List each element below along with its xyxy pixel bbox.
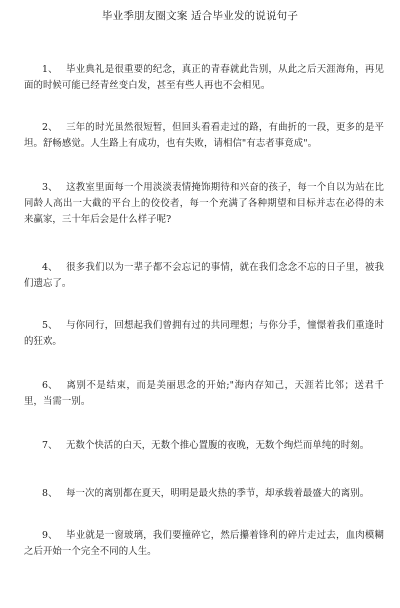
paragraph-text: 每一次的离别都在夏天，明明是最火热的季节，却承载着最盛大的离别。 — [66, 488, 370, 499]
paragraph-1 — [24, 62, 384, 94]
paragraph-number: 6、 — [42, 380, 58, 391]
paragraph-number: 5、 — [42, 320, 58, 331]
paragraph-number: 9、 — [42, 530, 58, 541]
paragraph-text: 这教室里面每一个用淡淡表情掩饰期待和兴奋的孩子，每一个自以为站在比同龄人高出一大截的平台上的佼佼者，每一个充满了各种期望和目标并志在必得的未来赢家，三十年后会是什么样子呢? — [24, 182, 384, 225]
paragraph-text: 毕业典礼是很重要的纪念，真正的青春就此告别，从此之后天涯海角，再见面的时候可能已经青丝变白发，甚至有些人再也不会相见。 — [24, 64, 384, 91]
paragraph-5 — [24, 318, 384, 350]
paragraph-text: 与你同行，回想起我们曾拥有过的共同理想；与你分手，憧憬着我们重逢时的狂欢。 — [24, 320, 384, 347]
paragraph-number: 8、 — [42, 488, 58, 499]
paragraph-number: 4、 — [42, 262, 58, 273]
paragraph-6 — [24, 378, 384, 410]
document-title: 毕业季朋友圈文案 适合毕业发的说说句子 — [101, 10, 299, 22]
paragraph-4 — [24, 260, 384, 292]
paragraph-7 — [24, 438, 384, 454]
paragraph-text: 很多我们以为一辈子都不会忘记的事情，就在我们念念不忘的日子里，被我们遗忘了。 — [24, 262, 384, 289]
paragraph-text: 离别不是结束，而是美丽思念的开始;"海内存知己，天涯若比邻；送君千里，当需一别。 — [24, 380, 384, 407]
paragraph-number: 7、 — [42, 440, 58, 451]
paragraph-9 — [24, 528, 384, 560]
paragraph-text: 无数个快活的白天，无数个推心置腹的夜晚，无数个绚烂而单纯的时刻。 — [66, 440, 370, 451]
paragraph-number: 1、 — [42, 64, 58, 75]
paragraph-8 — [24, 486, 384, 502]
paragraph-3 — [24, 180, 384, 228]
paragraph-number: 3、 — [42, 182, 58, 193]
paragraph-text: 毕业就是一窗玻璃，我们要撞碎它，然后攥着锋利的碎片走过去，血肉模糊之后开始一个完全不同的人生。 — [24, 530, 384, 557]
paragraph-text: 三年的时光虽然很短暂，但回头看看走过的路，有曲折的一段，更多的是平坦。舒畅感觉。人生路上有成功，也有失败，请相信"有志者事竟成"。 — [24, 122, 384, 149]
paragraph-2 — [24, 120, 384, 152]
paragraph-number: 2、 — [42, 122, 58, 133]
